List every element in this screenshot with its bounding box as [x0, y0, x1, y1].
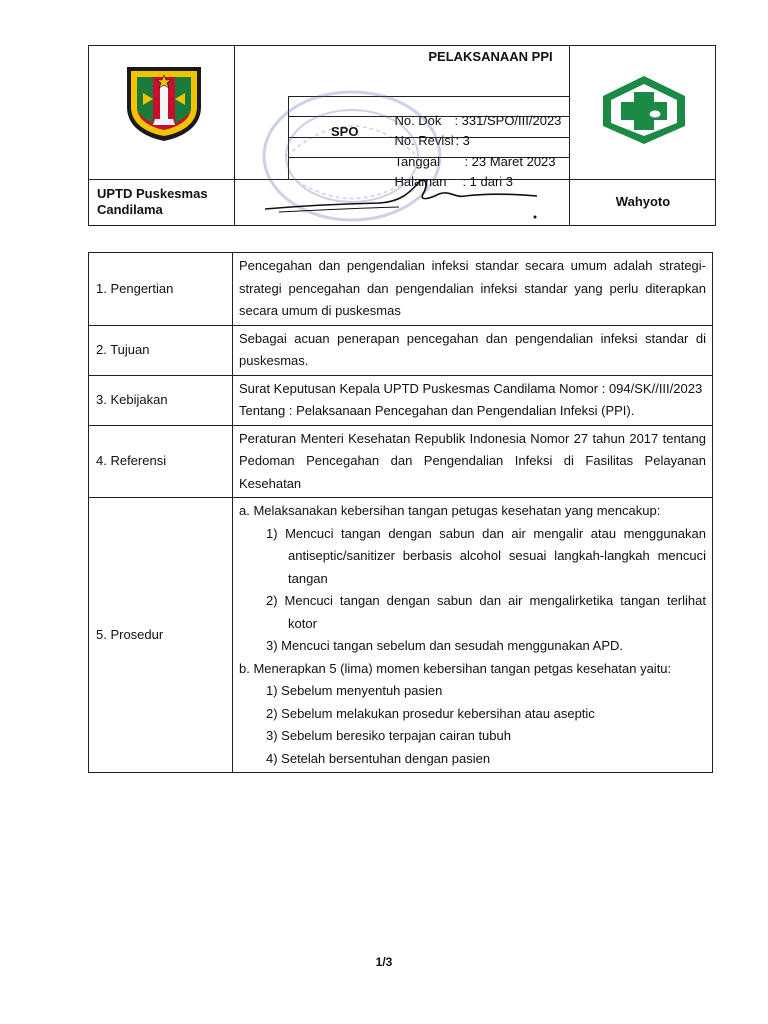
organization-name: UPTD Puskesmas Candilama	[97, 186, 208, 217]
meta-label: Halaman	[394, 174, 447, 189]
spo-label: SPO	[331, 124, 359, 139]
list-item: 2) Mencuci tangan dengan sabun dan air mengalirketika tangan terlihat kotor	[266, 593, 706, 631]
meta-label: No. Revisi	[394, 133, 454, 148]
document-header	[88, 45, 716, 226]
section-label: 2. Tujuan	[89, 325, 233, 375]
page-number: 1/3	[375, 955, 393, 969]
meta-value: : 23 Maret 2023	[464, 154, 556, 169]
table-row	[89, 325, 713, 375]
signature	[259, 174, 559, 224]
table-row	[89, 253, 713, 326]
list-item: 4) Setelah bersentuhan dengan pasien	[266, 750, 491, 766]
document-title: PELAKSANAAN PPI	[428, 49, 553, 64]
section-text: Sebagai acuan penerapan pencegahan dan pengendalian infeksi standar di puskesmas.	[233, 325, 713, 375]
city-emblem-logo	[123, 63, 205, 143]
signer-name: Wahyoto	[615, 194, 671, 209]
section-text: Surat Keputusan Kepala UPTD Puskesmas Candilama Nomor : 094/SK//III/2023 Tentang : Pelaksanaan Pencegahan dan Pengendalian Infeksi (PPI).	[233, 375, 713, 425]
procedure-content	[233, 498, 713, 773]
section-label: 3. Kebijakan	[89, 375, 233, 425]
puskesmas-logo	[599, 74, 689, 146]
section-label: 5. Prosedur	[89, 498, 233, 773]
meta-value: : 3	[455, 133, 470, 148]
section-label: 4. Referensi	[89, 425, 233, 498]
list-item: 3) Mencuci tangan sebelum dan sesudah menggunakan APD.	[266, 638, 624, 653]
spo-content-table	[88, 252, 713, 773]
list-item: 3) Sebelum beresiko terpajan cairan tubuh	[266, 728, 511, 743]
meta-label: No. Dok	[394, 113, 442, 128]
list-item: 2) Sebelum melakukan prosedur kebersihan atau aseptic	[266, 705, 595, 721]
table-row	[89, 425, 713, 498]
section-label: 1. Pengertian	[89, 253, 233, 326]
list-item: 1) Mencuci tangan dengan sabun dan air mengalir atau menggunakan antiseptic/sanitizer berbasis alcohol sesuai langkah-langkah mencuci tangan	[266, 525, 706, 586]
meta-value: : 1 dari 3	[462, 174, 514, 189]
meta-label: Tanggal	[394, 154, 440, 169]
table-row	[89, 375, 713, 425]
list-item: 1) Sebelum menyentuh pasien	[266, 683, 443, 698]
procedure-step-b: b. Menerapkan 5 (lima) momen kebersihan tangan petgas kesehatan yaitu:	[239, 660, 672, 676]
section-text: Peraturan Menteri Kesehatan Republik Indonesia Nomor 27 tahun 2017 tentang Pedoman Pencegahan dan Pengendalian Infeksi di Fasilitas Pelayanan Kesehatan	[233, 425, 713, 498]
section-text: Pencegahan dan pengendalian infeksi standar secara umum adalah strategi-strategi pencegahan dan pengendalian infeksi standar yang perlu diterapkan secara umum di puskesmas	[233, 253, 713, 326]
table-row	[89, 498, 713, 773]
meta-value: : 331/SPO/III/2023	[454, 113, 562, 128]
procedure-step-a: a. Melaksanakan kebersihan tangan petugas kesehatan yang mencakup:	[239, 503, 661, 518]
